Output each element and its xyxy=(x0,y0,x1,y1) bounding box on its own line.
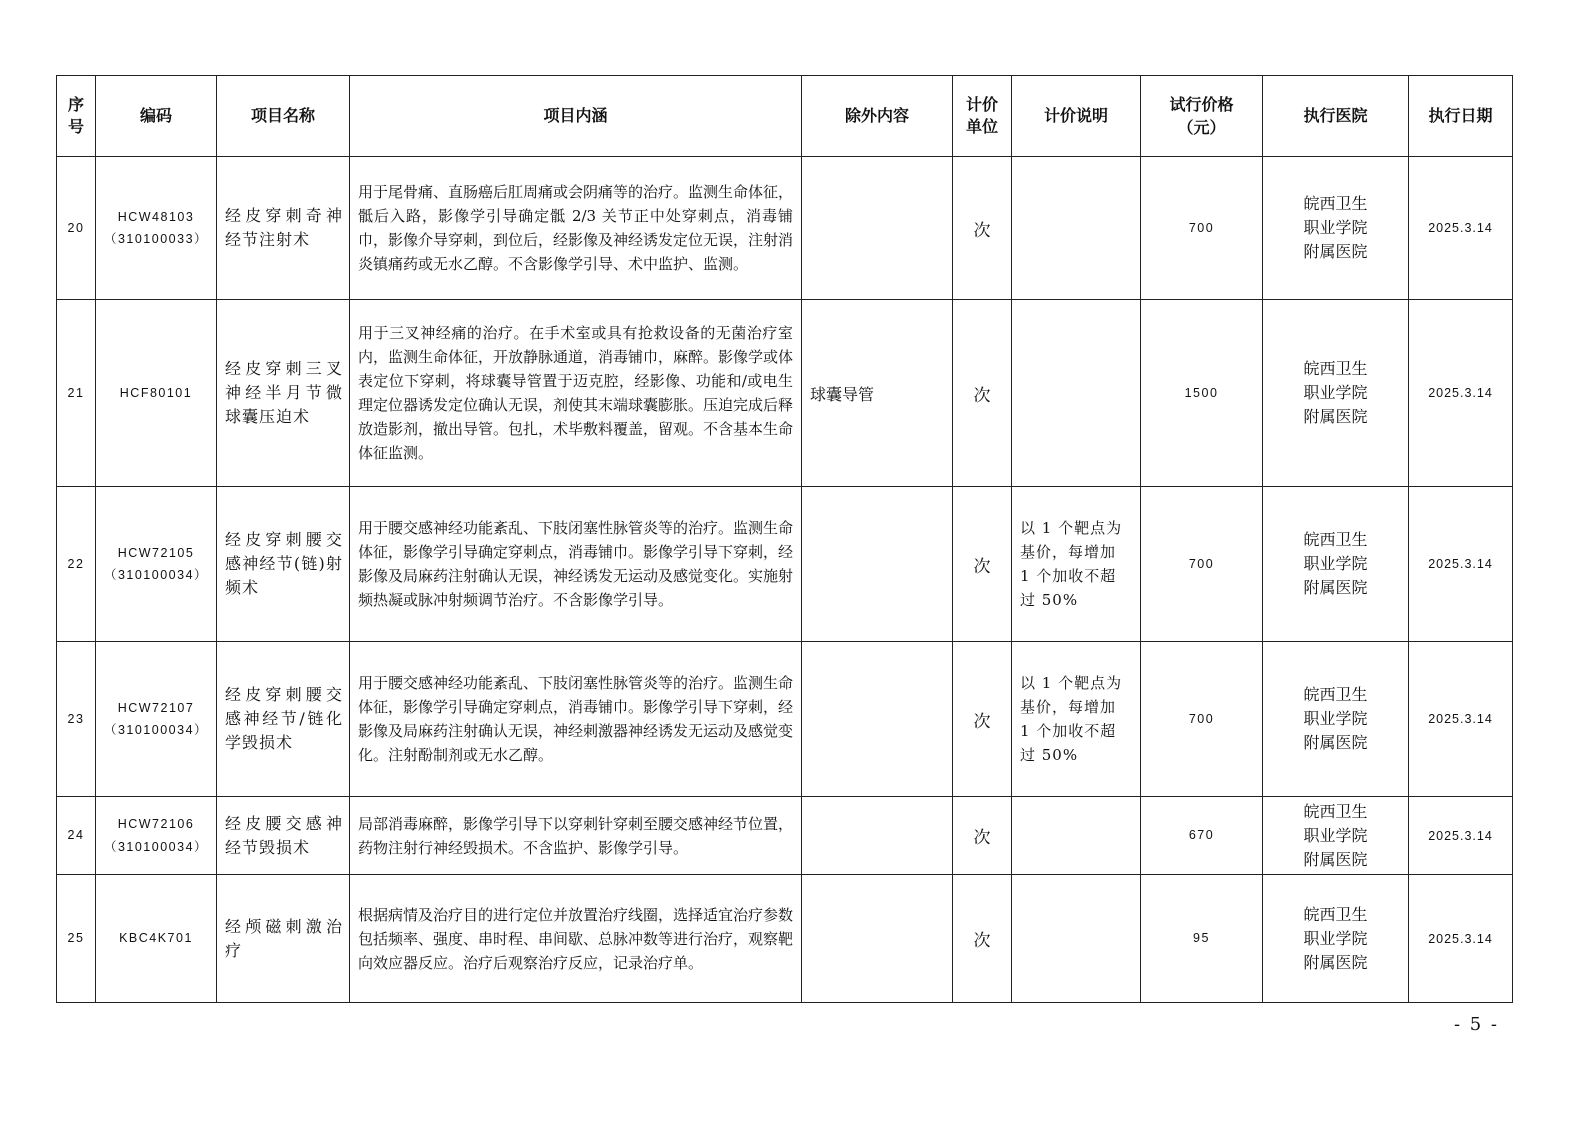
cell-price: 1500 xyxy=(1141,300,1263,487)
cell-hospital xyxy=(1263,300,1409,487)
hospital-line: 附属医院 xyxy=(1303,407,1368,426)
cell-code xyxy=(96,875,217,1003)
code-main: HCW72106 xyxy=(117,817,195,831)
cell-unit: 次 xyxy=(953,487,1012,642)
cell-date: 2025.3.14 xyxy=(1409,300,1513,487)
code-main: HCF80101 xyxy=(119,385,193,400)
page-number: - 5 - xyxy=(1453,1014,1499,1035)
cell-pricing-note xyxy=(1012,797,1141,875)
table-row xyxy=(57,875,1513,1003)
cell-content: 局部消毒麻醉，影像学引导下以穿刺针穿刺至腰交感神经节位置，药物注射行神经毁损术。不含监护、影像学引导。 xyxy=(350,797,802,875)
cell-unit: 次 xyxy=(953,300,1012,487)
table-row xyxy=(57,797,1513,875)
header-hospital: 执行医院 xyxy=(1263,76,1409,157)
hospital-line: 皖西卫生 xyxy=(1303,359,1368,378)
cell-name: 经皮穿刺三叉神经半月节微球囊压迫术 xyxy=(217,300,350,487)
cell-code xyxy=(96,157,217,300)
hospital-line: 职业学院 xyxy=(1303,709,1368,728)
cell-price: 95 xyxy=(1141,875,1263,1003)
hospital-line: 附属医院 xyxy=(1303,242,1368,261)
cell-hospital xyxy=(1263,642,1409,797)
hospital-line: 附属医院 xyxy=(1303,849,1368,869)
cell-exclusion xyxy=(802,157,953,300)
cell-pricing-note: 以 1 个靶点为基价，每增加 1 个加收不超过 50% xyxy=(1012,642,1141,797)
cell-price: 700 xyxy=(1141,157,1263,300)
cell-content: 用于腰交感神经功能紊乱、下肢闭塞性脉管炎等的治疗。监测生命体征，影像学引导确定穿刺点，消毒铺巾。影像学引导下穿刺，经影像及局麻药注射确认无误，神经诱发无运动及感觉变化。实施射频热凝或脉冲射频调节治疗。不含影像学引导。 xyxy=(350,487,802,642)
cell-code xyxy=(96,642,217,797)
cell-date: 2025.3.14 xyxy=(1409,875,1513,1003)
code-sub: （310100034） xyxy=(103,723,209,737)
cell-name: 经皮穿刺奇神经节注射术 xyxy=(217,157,350,300)
cell-hospital xyxy=(1263,487,1409,642)
hospital-line: 皖西卫生 xyxy=(1303,801,1368,821)
cell-unit: 次 xyxy=(953,797,1012,875)
code-main: HCW72107 xyxy=(117,700,195,715)
cell-name: 经皮穿刺腰交感神经节(链)射频术 xyxy=(217,487,350,642)
cell-content: 用于尾骨痛、直肠癌后肛周痛或会阴痛等的治疗。监测生命体征，骶后入路，影像学引导确定骶 2/3 关节正中处穿刺点，消毒铺巾，影像介导穿刺，到位后，经影像及神经诱发定位无误，注射消炎镇痛药或无水乙醇。不含影像学引导、术中监护、监测。 xyxy=(350,157,802,300)
cell-hospital xyxy=(1263,875,1409,1003)
hospital-line: 附属医院 xyxy=(1303,733,1368,752)
cell-unit: 次 xyxy=(953,157,1012,300)
header-exclusion: 除外内容 xyxy=(802,76,953,157)
header-name: 项目名称 xyxy=(217,76,350,157)
cell-pricing-note: 以 1 个靶点为基价，每增加 1 个加收不超过 50% xyxy=(1012,487,1141,642)
cell-hospital xyxy=(1263,157,1409,300)
hospital-line: 职业学院 xyxy=(1303,554,1368,573)
cell-code xyxy=(96,797,217,875)
cell-seq: 23 xyxy=(57,642,96,797)
cell-name: 经皮穿刺腰交感神经节/链化学毁损术 xyxy=(217,642,350,797)
cell-unit: 次 xyxy=(953,642,1012,797)
cell-date: 2025.3.14 xyxy=(1409,797,1513,875)
cell-price: 700 xyxy=(1141,642,1263,797)
cell-price: 670 xyxy=(1141,797,1263,875)
cell-date: 2025.3.14 xyxy=(1409,157,1513,300)
cell-code xyxy=(96,487,217,642)
cell-seq: 20 xyxy=(57,157,96,300)
cell-content: 用于腰交感神经功能紊乱、下肢闭塞性脉管炎等的治疗。监测生命体征，影像学引导确定穿刺点，消毒铺巾。影像学引导下穿刺，经影像及局麻药注射确认无误，神经刺激器神经诱发无运动及感觉变化。注射酚制剂或无水乙醇。 xyxy=(350,642,802,797)
cell-pricing-note xyxy=(1012,300,1141,487)
cell-date: 2025.3.14 xyxy=(1409,642,1513,797)
cell-price: 700 xyxy=(1141,487,1263,642)
code-main: HCW48103 xyxy=(117,209,195,224)
cell-exclusion: 球囊导管 xyxy=(802,300,953,487)
cell-name: 经颅磁刺激治疗 xyxy=(217,875,350,1003)
hospital-line: 附属医院 xyxy=(1303,578,1368,597)
hospital-line: 职业学院 xyxy=(1303,218,1368,237)
header-seq: 序号 xyxy=(57,76,96,157)
cell-content: 根据病情及治疗目的进行定位并放置治疗线圈，选择适宜治疗参数包括频率、强度、串时程、串间歇、总脉冲数等进行治疗，观察靶向效应器反应。治疗后观察治疗反应，记录治疗单。 xyxy=(350,875,802,1003)
header-unit: 计价单位 xyxy=(953,76,1012,157)
table-row xyxy=(57,487,1513,642)
cell-content: 用于三叉神经痛的治疗。在手术室或具有抢救设备的无菌治疗室内，监测生命体征，开放静脉通道，消毒铺巾，麻醉。影像学或体表定位下穿刺，将球囊导管置于迈克腔，经影像、功能和/或电生理定位器诱发定位确认无误，剂使其末端球囊膨胀。压迫完成后释放造影剂，撤出导管。包扎，术毕敷料覆盖，留观。不含基本生命体征监测。 xyxy=(350,300,802,487)
header-code: 编码 xyxy=(96,76,217,157)
cell-exclusion xyxy=(802,875,953,1003)
header-row xyxy=(57,76,1513,157)
hospital-line: 皖西卫生 xyxy=(1303,685,1368,704)
cell-pricing-note xyxy=(1012,875,1141,1003)
code-main: KBC4K701 xyxy=(119,931,193,946)
table-row xyxy=(57,157,1513,300)
pricing-table xyxy=(56,75,1513,1003)
cell-hospital xyxy=(1263,797,1409,875)
cell-seq: 21 xyxy=(57,300,96,487)
cell-code xyxy=(96,300,217,487)
hospital-line: 皖西卫生 xyxy=(1303,530,1368,549)
hospital-line: 职业学院 xyxy=(1303,383,1368,402)
hospital-line: 职业学院 xyxy=(1303,825,1368,845)
cell-seq: 24 xyxy=(57,797,96,875)
code-sub: （310100034） xyxy=(103,568,209,582)
cell-date: 2025.3.14 xyxy=(1409,487,1513,642)
header-date: 执行日期 xyxy=(1409,76,1513,157)
cell-unit: 次 xyxy=(953,875,1012,1003)
header-content: 项目内涵 xyxy=(350,76,802,157)
table-row xyxy=(57,300,1513,487)
code-sub: （310100034） xyxy=(103,839,209,854)
hospital-line: 皖西卫生 xyxy=(1303,904,1368,924)
cell-name: 经皮腰交感神经节毁损术 xyxy=(217,797,350,875)
cell-seq: 22 xyxy=(57,487,96,642)
cell-pricing-note xyxy=(1012,157,1141,300)
hospital-line: 附属医院 xyxy=(1303,952,1368,972)
table-row xyxy=(57,642,1513,797)
cell-exclusion xyxy=(802,642,953,797)
code-main: HCW72105 xyxy=(117,545,195,560)
cell-seq: 25 xyxy=(57,875,96,1003)
header-pricing-note: 计价说明 xyxy=(1012,76,1141,157)
cell-exclusion xyxy=(802,797,953,875)
cell-exclusion xyxy=(802,487,953,642)
hospital-line: 皖西卫生 xyxy=(1303,194,1368,213)
hospital-line: 职业学院 xyxy=(1303,928,1368,948)
code-sub: （310100033） xyxy=(103,232,209,246)
header-price: 试行价格（元） xyxy=(1141,76,1263,157)
